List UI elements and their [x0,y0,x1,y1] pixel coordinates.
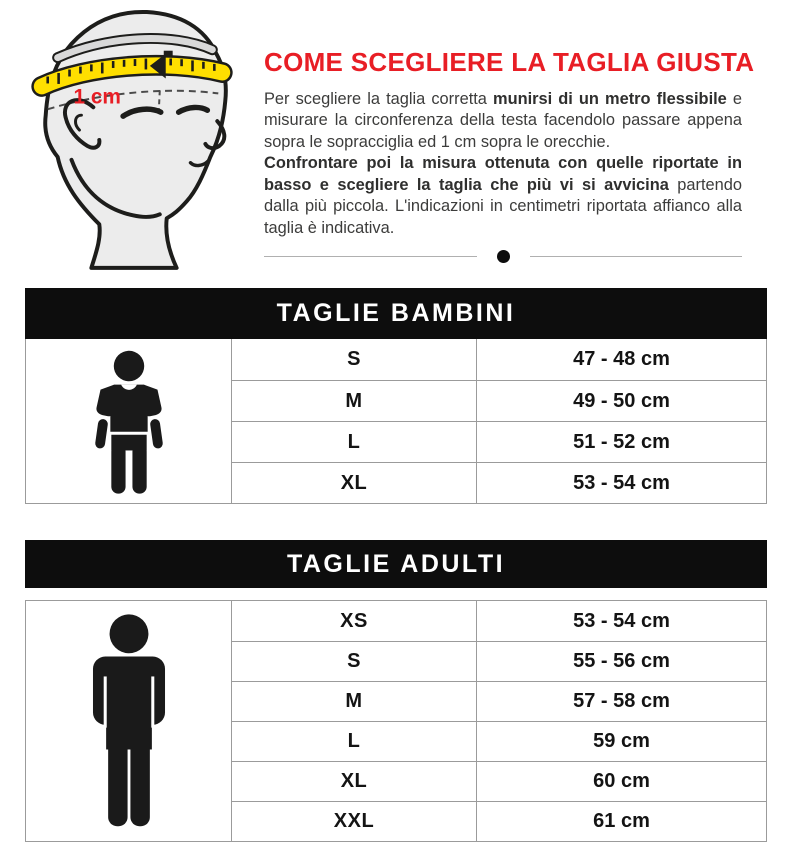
size-label: XL [231,462,476,503]
size-value: 61 cm [476,801,766,841]
size-label: L [231,421,476,462]
page-title: COME SCEGLIERE LA TAGLIA GIUSTA [264,47,755,77]
size-value: 57 - 58 cm [476,681,766,721]
tape-label: 1 cm [73,85,121,109]
head-with-tape-icon [12,4,254,270]
section-divider [264,250,742,263]
size-value: 51 - 52 cm [476,421,766,462]
measuring-instructions [264,89,742,240]
size-label: M [231,380,476,421]
size-label: XL [231,761,476,801]
size-label: S [231,641,476,681]
head-measurement-illustration [12,4,254,270]
instructions-paragraph-1: Per scegliere la taglia corretta munirsi di un metro flessibile e misurare la circonferenza della testa facendolo passare appena sopra le sopracciglia ed 1 cm sopra le orecchie. [264,89,742,151]
size-label: M [231,681,476,721]
adults-table-title: TAGLIE ADULTI [25,540,767,588]
size-label: XXL [231,801,476,841]
adults-size-table [25,600,767,842]
size-value: 53 - 54 cm [476,601,766,641]
adult-figure-icon [26,601,231,841]
size-value: 53 - 54 cm [476,462,766,503]
kids-size-table [25,339,767,504]
size-label: L [231,721,476,761]
size-value: 60 cm [476,761,766,801]
adults-sizes-section [25,540,767,842]
kids-table-title: TAGLIE BAMBINI [25,288,767,339]
size-value: 49 - 50 cm [476,380,766,421]
size-value: 47 - 48 cm [476,339,766,380]
child-figure-icon [26,339,231,503]
instructions-paragraph-2: Confrontare poi la misura ottenuta con quelle riportate in basso e scegliere la taglia che più vi si avvicina partendo dalla più piccola. L'indicazioni in centimetri riportata affianco alla taglia è indicativa. [264,154,743,237]
size-value: 59 cm [476,721,766,761]
measuring-guide [0,0,800,270]
size-value: 55 - 56 cm [476,641,766,681]
size-label: S [231,339,476,380]
kids-sizes-section [25,288,767,504]
size-label: XS [231,601,476,641]
divider-dot-icon [497,250,510,263]
